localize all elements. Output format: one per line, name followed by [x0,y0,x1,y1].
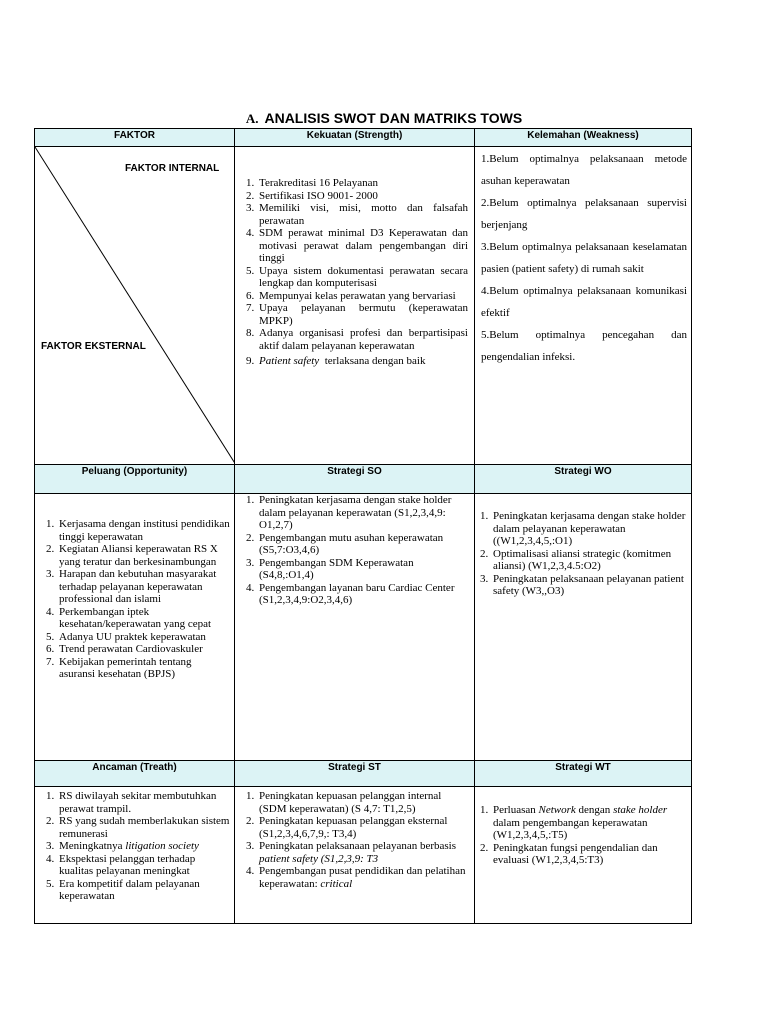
list-item: 3. Pengembangan SDM Keperawatan (S4,8,:O1,4) [257,557,470,582]
opportunity-list [35,518,234,681]
list-item [57,840,230,853]
header-opportunity [34,465,235,494]
list-item: 6. Trend perawatan Cardiovaskuler [57,643,230,656]
threat3-text: Meningkatnya [59,840,126,852]
so-list [235,494,474,607]
strength-list [235,177,474,368]
list-item: 1.Belum optimalnya pelaksanaan metode asuhan keperawatan [481,153,687,187]
header-strategi-so [235,465,475,494]
wt1-text-a: Perluasan [493,804,539,816]
list-item: 4. SDM perawat minimal D3 Keperawatan dan motivasi perawat dalam pengembangan diri tinggi [257,227,468,265]
list-item: 3. Memiliki visi, misi, motto dan falsafah perawatan [257,202,468,227]
list-item: 8. Adanya organisasi profesi dan berpartisipasi aktif dalam pelayanan keperawatan [257,327,468,352]
weakness-list [475,148,691,368]
list-item: 1. Kerjasama dengan institusi pendidikan tinggi keperawatan [57,518,230,543]
list-item: 4. Ekspektasi pelanggan terhadap kualitas pelayanan meningkat [57,853,230,878]
section-title: ANALISIS SWOT DAN MATRIKS TOWS [264,110,523,126]
wt1-text-e: dalam pengembangan keperawatan (W1,2,3,4,5,:T5) [493,816,648,841]
wt1-text-c: dengan [575,804,614,816]
list-item: 7. Kebijakan pemerintah tentang asuransi kesehatan (BPJS) [57,656,230,681]
list-item: 4. Perkembangan iptek kesehatan/keperawatan yang cepat [57,606,230,631]
threat-cell [34,787,235,924]
list-item: 2. Pengembangan mutu asuhan keperawatan (S5,7:O3,4,6) [257,532,470,557]
swot-matrix-table [34,128,692,924]
strength9-rest: terlaksana dengan baik [324,355,426,367]
header-strength-label: Kekuatan (Strength) [306,130,403,141]
threat-list [35,790,234,903]
list-item: 2. RS yang sudah memberlakukan sistem remunerasi [57,815,230,840]
header-strength [235,128,475,147]
st3-italic: patient safety (S1,2,3,9: T3 [259,852,379,865]
list-item: 2. Peningkatan fungsi pengendalian dan evaluasi (W1,2,3,4,5:T3) [491,842,687,867]
header-wt-label: Strategi WT [555,762,611,773]
strategi-st-cell [235,787,475,924]
header-strategi-st [235,761,475,787]
list-item: 2. Optimalisasi aliansi strategic (komitmen aliansi) (W1,2,3,4.5:O2) [491,548,687,573]
document-title [0,110,768,128]
list-item: 3. Harapan dan kebutuhan masyarakat terhadap pelayanan keperawatan professional dan islami [57,568,230,606]
patient-safety-italic: Patient safety [259,355,320,367]
list-item: 3. Peningkatan pelaksanaan pelayanan patient safety (W3,,O3) [491,573,687,598]
st4-text: Pengembangan pusat pendidikan dan pelatihan keperawatan: [259,865,466,890]
list-item: 1. Peningkatan kerjasama dengan stake holder dalam pelayanan keperawatan (S1,2,3,4,9: O1,2,7) [257,494,470,532]
list-item: 4.Belum optimalnya pelaksanaan komunikasi efektif [481,285,687,319]
list-item: 1. Terakreditasi 16 Pelayanan [257,177,468,190]
header-weakness [475,128,692,147]
threat3-italic: litigation society [125,840,199,852]
header-strategi-wt [475,761,692,787]
diagonal-divider [35,147,235,465]
strategi-wo-cell [475,494,692,761]
list-item: 2.Belum optimalnya pelaksanaan supervisi berjenjang [481,197,687,231]
faktor-internal-label: FAKTOR INTERNAL [125,163,220,174]
opportunity-cell [34,494,235,761]
faktor-eksternal-label: FAKTOR EKSTERNAL [41,341,146,352]
weakness-cell [475,147,692,465]
st3-text: Peningkatan pelaksanaan pelayanan berbasis [259,840,457,852]
list-item [257,840,470,865]
list-item [257,355,468,368]
header-faktor-label: FAKTOR [114,130,155,141]
header-st-label: Strategi ST [328,762,381,773]
list-item: 3.Belum optimalnya pelaksanaan keselamatan pasien (patient safety) di rumah sakit [481,241,687,275]
list-item [491,804,687,842]
faktor-diagonal-cell [34,147,235,465]
header-opportunity-label: Peluang (Opportunity) [81,466,188,477]
list-item: 5. Era kompetitif dalam pelayanan keperawatan [57,878,230,903]
header-wo-label: Strategi WO [554,466,612,477]
list-item: 7. Upaya pelayanan bermutu (keperawatan MPKP) [257,302,468,327]
header-strategi-wo [475,465,692,494]
list-item: 1. RS diwilayah sekitar membutuhkan perawat trampil. [57,790,230,815]
list-item: 2. Peningkatan kepuasan pelanggan eksternal (S1,2,3,4,6,7,9,: T3,4) [257,815,470,840]
strategi-so-cell [235,494,475,761]
list-item: 2. Sertifikasi ISO 9001- 2000 [257,190,468,203]
header-threat-label: Ancaman (Treath) [92,762,177,773]
list-item: 4. Pengembangan layanan baru Cardiac Center (S1,2,3,4,9:O2,3,4,6) [257,582,470,607]
header-weakness-label: Kelemahan (Weakness) [527,130,639,141]
header-threat [34,761,235,787]
strategi-wt-cell [475,787,692,924]
list-item: 1. Peningkatan kerjasama dengan stake holder dalam pelayanan keperawatan ((W1,2,3,4,5,:O1) [491,510,687,548]
list-item: 5. Adanya UU praktek keperawatan [57,631,230,644]
header-so-label: Strategi SO [327,466,382,477]
list-item [257,865,470,890]
list-item: 5. Upaya sistem dokumentasi perawatan secara lengkap dan komputerisasi [257,265,468,290]
wt-list [475,804,691,867]
header-faktor [34,128,235,147]
st4-italic: critical [320,877,353,890]
st-list [235,790,474,890]
list-item: 1. Peningkatan kepuasan pelanggan internal (SDM keperawatan) (S 4,7: T1,2,5) [257,790,470,815]
wo-list [475,510,691,598]
list-item: 2. Kegiatan Aliansi keperawatan RS X yang teratur dan berkesinambungan [57,543,230,568]
wt1-stakeholder-italic: stake holder [613,804,668,816]
list-item: 6. Mempunyai kelas perawatan yang bervariasi [257,290,468,303]
wt1-network-italic: Network [538,804,576,816]
section-letter: A. [245,111,259,126]
strength-cell [235,147,475,465]
list-item: 5.Belum optimalnya pencegahan dan pengendalian infeksi. [481,329,687,363]
